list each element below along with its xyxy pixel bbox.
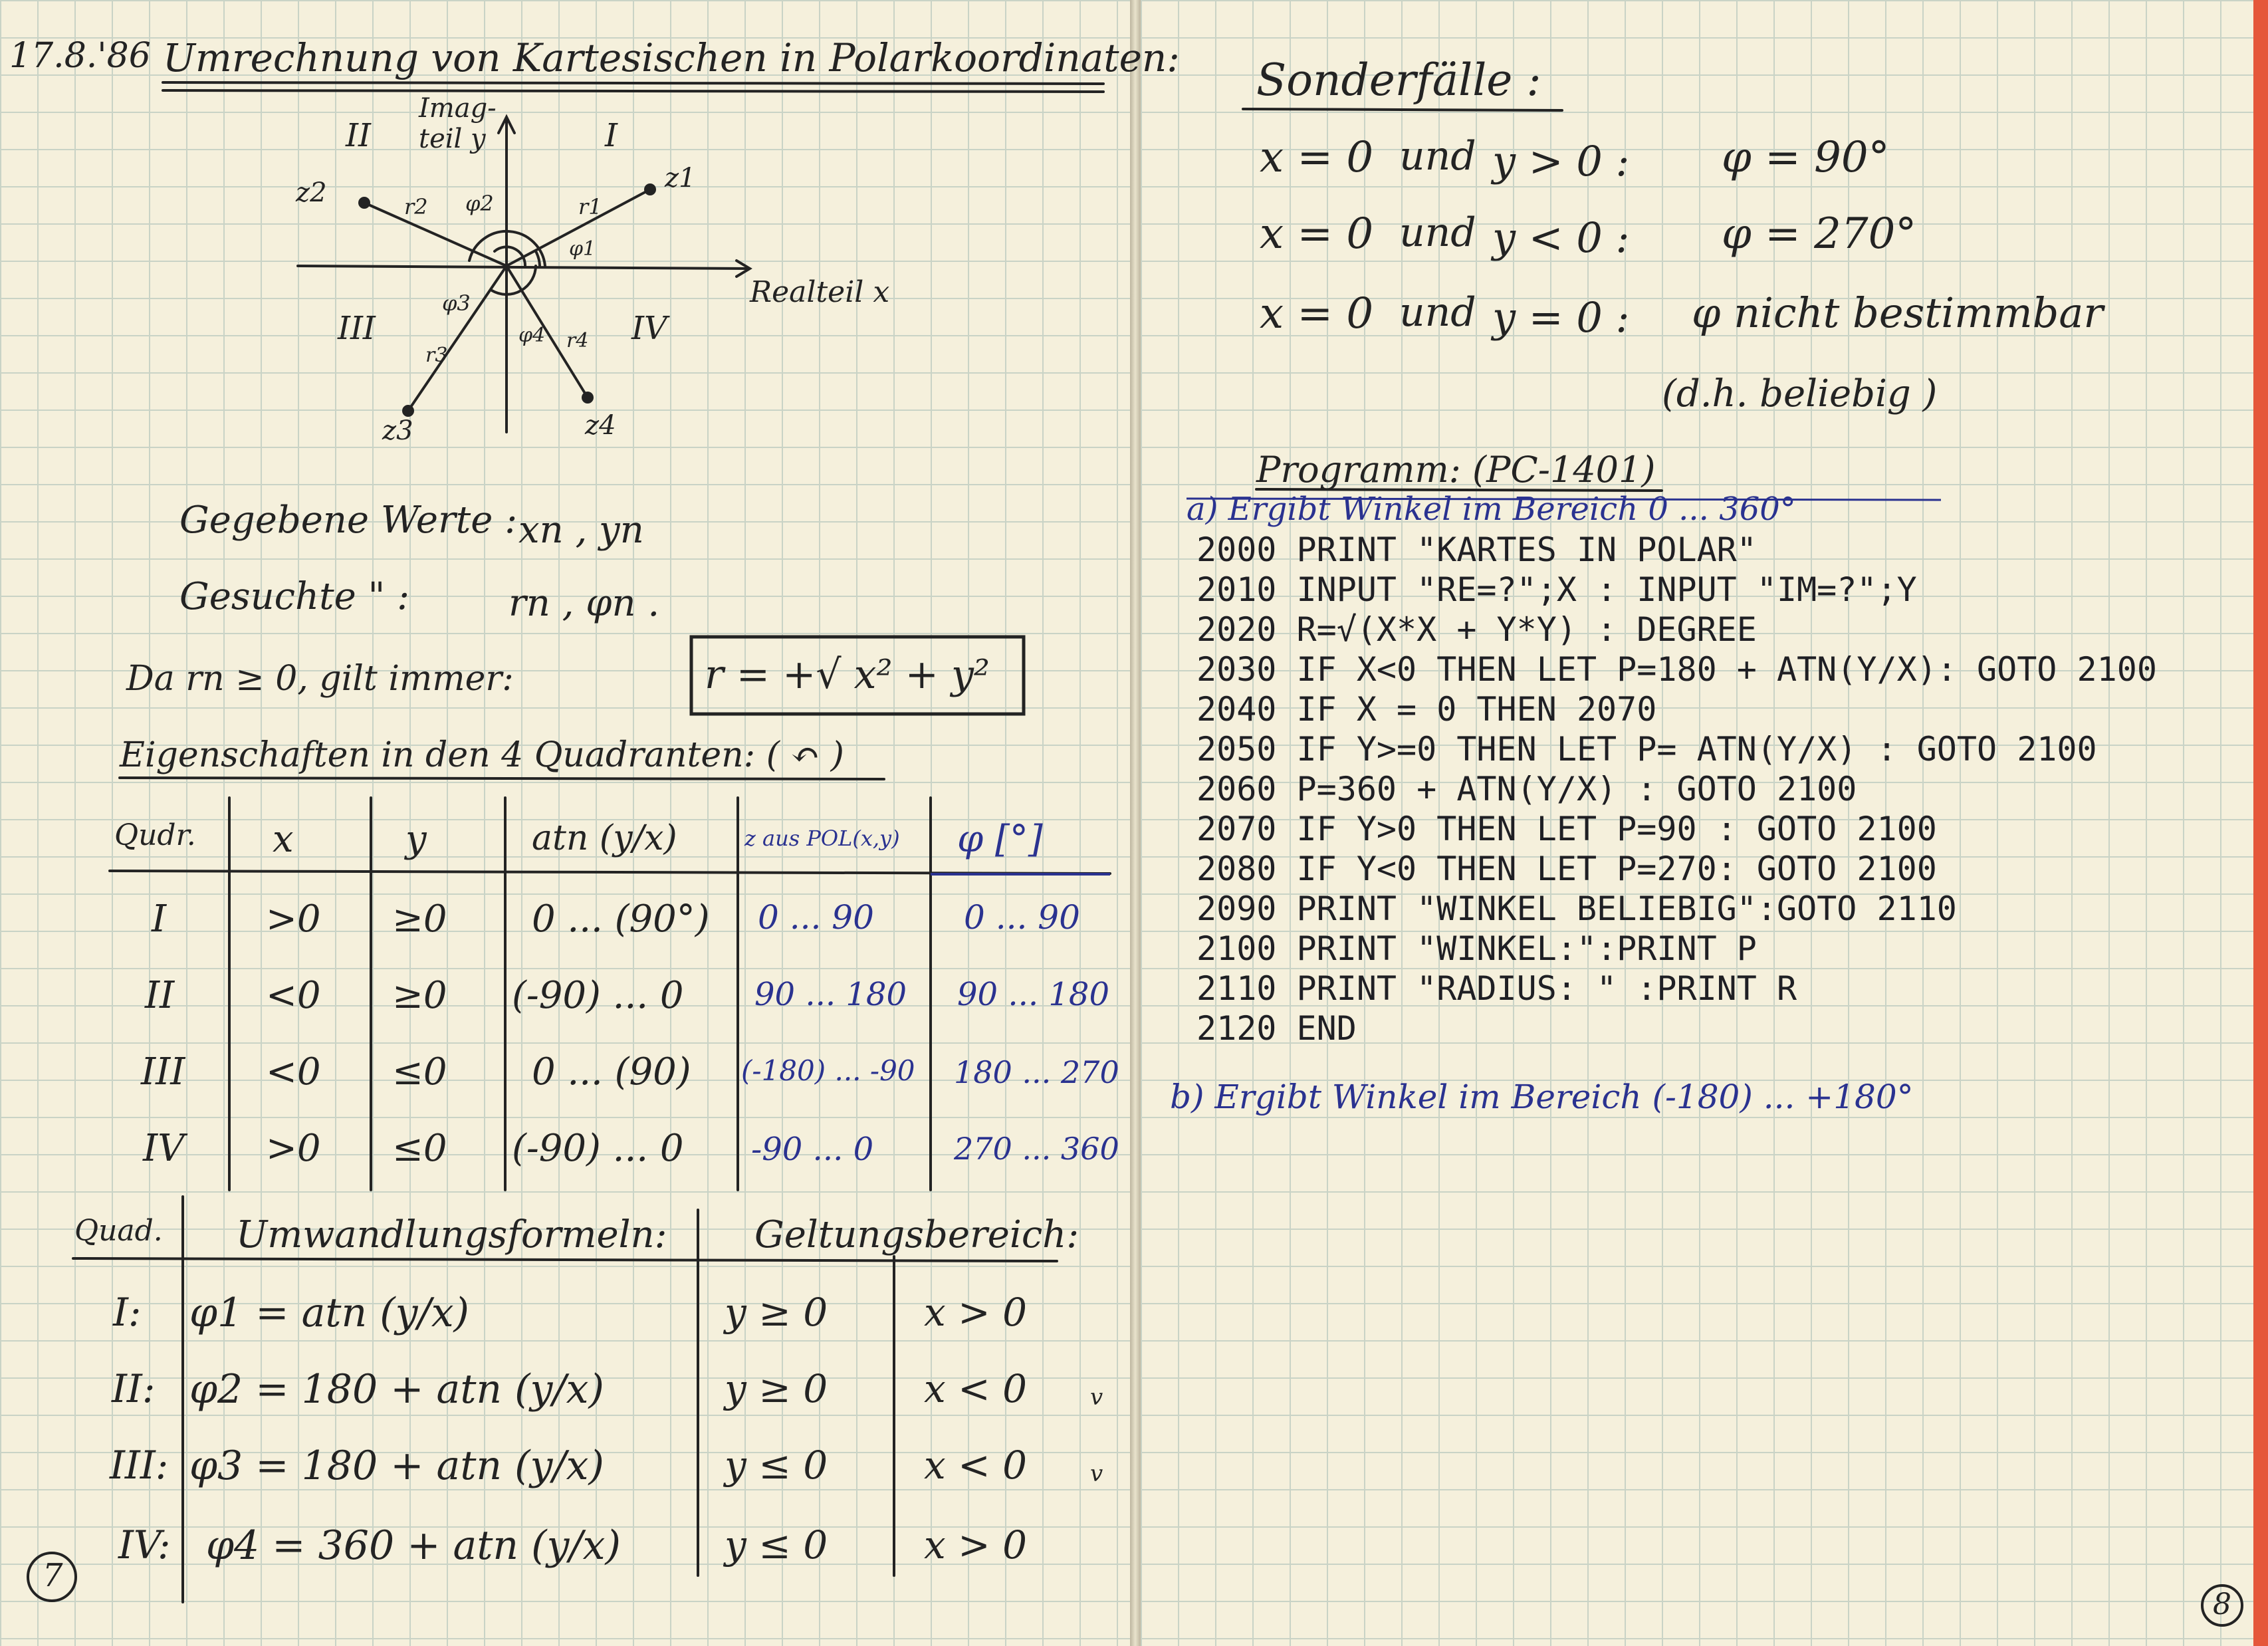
- angle-phi4-label: φ4: [518, 324, 546, 347]
- special-case-3-phi: φ nicht bestimmbar: [1692, 289, 2103, 337]
- sought-label: Gesuchte " :: [179, 575, 409, 618]
- special-case-2-phi: φ = 270°: [1722, 209, 1917, 259]
- program-a-heading: a) Ergibt Winkel im Bereich 0 ... 360°: [1187, 491, 1796, 528]
- table1-r2-pol: 90 ... 180: [754, 976, 907, 1013]
- table1-r3-x: <0: [266, 1050, 321, 1094]
- quadrant-label-2: II: [346, 117, 371, 154]
- program-title: Programm: (PC-1401): [1256, 449, 1656, 491]
- point-z2-label: z2: [296, 177, 327, 208]
- table1-r3-atn: 0 ... (90): [532, 1050, 691, 1094]
- table2-r1-x-range: x > 0: [924, 1290, 1028, 1335]
- table1-r3-pol: (-180) ... -90: [741, 1054, 915, 1087]
- table2-header-range: Geltungsbereich:: [754, 1213, 1079, 1256]
- given-value: xn , yn: [518, 509, 644, 552]
- table2-r2-formula: φ2 = 180 + atn (y/x): [189, 1366, 604, 1413]
- code-line: 2050 IF Y>=0 THEN LET P= ATN(Y/X) : GOTO 2100: [1196, 730, 2097, 768]
- radius-r3-label: r3: [425, 344, 448, 367]
- code-line: 2110 PRINT "RADIUS: " :PRINT R: [1196, 969, 1797, 1008]
- table2-r2-y-range: y ≥ 0: [725, 1366, 828, 1411]
- table1-r1-atn: 0 ... (90°): [532, 897, 710, 941]
- table2-r4-formula: φ4 = 360 + atn (y/x): [206, 1522, 621, 1569]
- table1-r1-x: >0: [266, 897, 321, 941]
- code-line: 2020 R=√(X*X + Y*Y) : DEGREE: [1196, 610, 1757, 649]
- table1-r1-phi: 0 ... 90: [964, 898, 1080, 937]
- special-case-1-x: x = 0: [1260, 133, 1374, 182]
- table2-r2-quad: II:: [112, 1366, 156, 1411]
- table1-header-y: y: [405, 818, 427, 861]
- table2-r1-quad: I:: [113, 1290, 142, 1335]
- special-case-3-y: y = 0 :: [1492, 293, 1630, 342]
- table2-r4-y-range: y ≤ 0: [725, 1522, 828, 1568]
- table1-r3-quadrant: III: [141, 1050, 185, 1094]
- table1-r3-y: ≤0: [392, 1050, 447, 1094]
- special-case-1-phi: φ = 90°: [1722, 133, 1890, 182]
- radius-r1-label: r1: [578, 194, 602, 219]
- special-case-3-und: und: [1399, 289, 1476, 336]
- table1-r2-x: <0: [266, 974, 321, 1017]
- code-line: 2080 IF Y<0 THEN LET P=270: GOTO 2100: [1196, 850, 1937, 888]
- table1-header-pol: z aus POL(x,y): [744, 826, 900, 851]
- table2-r3-y-range: y ≤ 0: [725, 1443, 828, 1488]
- table1-r4-quadrant: IV: [143, 1127, 185, 1170]
- code-line: 2000 PRINT "KARTES IN POLAR": [1196, 530, 1757, 569]
- quadrant-label-4: IV: [631, 310, 667, 347]
- quadrant-label-3: III: [338, 310, 376, 347]
- given-label: Gegebene Werte :: [179, 499, 518, 542]
- special-case-1-y: y > 0 :: [1492, 137, 1630, 185]
- special-case-note: (d.h. beliebig ): [1662, 372, 1938, 415]
- code-line: 2010 INPUT "RE=?";X : INPUT "IM=?";Y: [1196, 570, 1917, 609]
- special-case-2-und: und: [1399, 209, 1476, 256]
- code-line: 2090 PRINT "WINKEL BELIEBIG":GOTO 2110: [1196, 889, 1957, 928]
- quadrant-properties-title: Eigenschaften in den 4 Quadranten: ( ↶ ): [120, 735, 844, 775]
- right-page-number: 8: [2213, 1587, 2231, 1621]
- table1-header-x: x: [273, 818, 294, 861]
- program-b-heading: b) Ergibt Winkel im Bereich (-180) ... +180°: [1170, 1078, 1914, 1116]
- table2-r3-x-range: x < 0: [924, 1443, 1028, 1488]
- check-mark-1: v: [1090, 1384, 1103, 1411]
- table2-header-quad: Quad.: [74, 1214, 163, 1248]
- table1-r4-pol: -90 ... 0: [751, 1131, 874, 1168]
- code-line: 2060 P=360 + ATN(Y/X) : GOTO 2100: [1196, 770, 1857, 808]
- special-case-2-y: y < 0 :: [1492, 213, 1630, 262]
- table1-r4-x: >0: [266, 1127, 321, 1170]
- y-axis-label: Imag- teil y: [419, 93, 497, 154]
- table2-r1-formula: φ1 = atn (y/x): [189, 1290, 469, 1336]
- table1-r2-atn: (-90) ... 0: [512, 974, 684, 1017]
- table2-r4-quad: IV:: [118, 1522, 171, 1568]
- table2-header-formulas: Umwandlungsformeln:: [236, 1213, 667, 1256]
- point-z4-label: z4: [585, 410, 616, 441]
- code-line: 2040 IF X = 0 THEN 2070: [1196, 690, 1657, 729]
- code-line: 2070 IF Y>0 THEN LET P=90 : GOTO 2100: [1196, 810, 1937, 848]
- left-page-number: 7: [43, 1557, 63, 1594]
- table2-r3-quad: III:: [110, 1443, 169, 1488]
- special-case-2-x: x = 0: [1260, 209, 1374, 259]
- quadrant-label-1: I: [605, 117, 618, 154]
- table1-r1-pol: 0 ... 90: [758, 898, 874, 937]
- table1-r4-phi: 270 ... 360: [954, 1131, 1119, 1167]
- radius-r2-label: r2: [404, 194, 428, 219]
- point-z1-label: z1: [665, 163, 696, 193]
- angle-phi1-label: φ1: [569, 237, 596, 261]
- code-line: 2120 END: [1196, 1009, 1357, 1048]
- special-cases-title: Sonderfälle :: [1256, 55, 1541, 106]
- table2-r4-x-range: x > 0: [924, 1522, 1028, 1568]
- angle-phi3-label: φ3: [442, 291, 471, 316]
- table2-r2-x-range: x < 0: [924, 1366, 1028, 1411]
- sought-value: rn , φn .: [509, 582, 660, 625]
- special-case-3-x: x = 0: [1260, 289, 1374, 338]
- check-mark-2: v: [1090, 1461, 1103, 1487]
- table1-header-atn: atn (y/x): [532, 818, 677, 858]
- table1-r2-quadrant: II: [145, 974, 175, 1017]
- table2-r1-y-range: y ≥ 0: [725, 1290, 828, 1335]
- special-case-1-und: und: [1399, 133, 1476, 179]
- code-line: 2100 PRINT "WINKEL:":PRINT P: [1196, 929, 1757, 968]
- table1-header-phi: φ [°]: [957, 818, 1043, 861]
- radius-formula: r = +√ x² + y²: [705, 651, 990, 698]
- table1-r1-quadrant: I: [152, 897, 167, 941]
- table1-r2-phi: 90 ... 180: [957, 976, 1109, 1013]
- x-axis-label: Realteil x: [750, 275, 890, 309]
- page-title: Umrechnung von Kartesischen in Polarkoordinaten:: [163, 35, 1180, 80]
- table1-r1-y: ≥0: [392, 897, 447, 941]
- table1-r3-phi: 180 ... 270: [954, 1054, 1119, 1090]
- radius-r4-label: r4: [566, 329, 589, 352]
- table1-r4-atn: (-90) ... 0: [512, 1127, 684, 1170]
- table1-r4-y: ≤0: [392, 1127, 447, 1170]
- since-text: Da rn ≥ 0, gilt immer:: [126, 659, 514, 699]
- point-z3-label: z3: [382, 415, 413, 446]
- entry-date: 17.8.'86: [9, 36, 151, 76]
- code-line: 2030 IF X<0 THEN LET P=180 + ATN(Y/X): GOTO 2100: [1196, 650, 2157, 689]
- table1-r2-y: ≥0: [392, 974, 447, 1017]
- angle-phi2-label: φ2: [465, 191, 494, 216]
- table2-r3-formula: φ3 = 180 + atn (y/x): [189, 1443, 604, 1489]
- table1-header-quadrant: Qudr.: [114, 818, 196, 852]
